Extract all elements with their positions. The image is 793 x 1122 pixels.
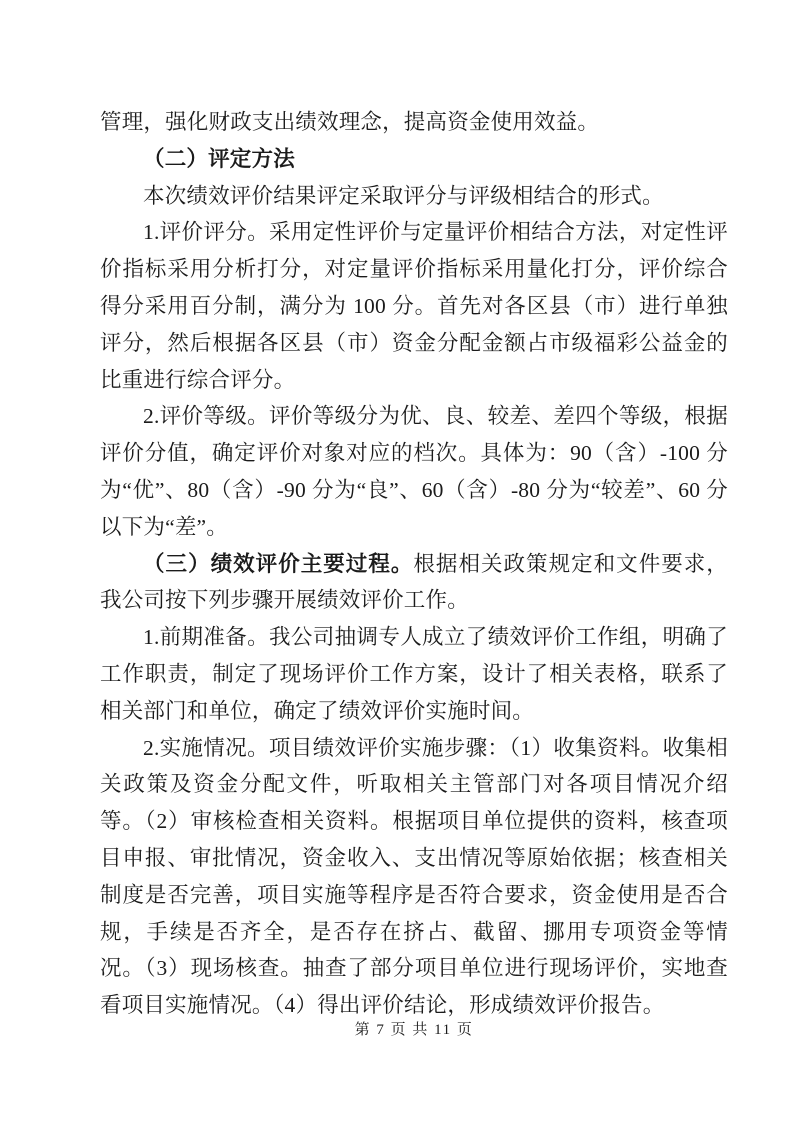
paragraph-scoring-method: 1.评价评分。采用定性评价与定量评价相结合方法，对定性评价指标采用分析打分，对定量评价指标采用量化打分，评价综合得分采用百分制，满分为 100 分。首先对各区县（市）进行单独评分，然后根据各区县（市）资金分配金额占市级福彩公益金的比重进行综合评分。	[100, 220, 728, 392]
document-body	[100, 104, 728, 1024]
paragraph-preparation: 1.前期准备。我公司抽调专人成立了绩效评价工作组，明确了工作职责，制定了现场评价工作方案，设计了相关表格，联系了相关部门和单位，确定了绩效评价实施时间。	[100, 625, 728, 723]
section-heading-two: （二）评定方法	[143, 146, 295, 171]
page-number: 第 7 页 共 11 页	[354, 1022, 474, 1038]
paragraph-rating-grades: 2.评价等级。评价等级分为优、良、较差、差四个等级，根据评价分值，确定评价对象对应的档次。具体为：90（含）-100 分为“优”、80（含）-90 分为“良”、60（含）-80 分为“较差”、60 分以下为“差”。	[100, 404, 728, 539]
paragraph-main-process	[100, 546, 728, 620]
paragraph-continuation: 管理，强化财政支出绩效理念，提高资金使用效益。	[100, 110, 600, 134]
paragraph-evaluation-form: 本次绩效评价结果评定采取评分与评级相结合的形式。	[143, 183, 664, 208]
page-footer	[100, 1021, 728, 1039]
paragraph-implementation: 2.实施情况。项目绩效评价实施步骤：（1）收集资料。收集相关政策及资金分配文件，听取相关主管部门对各项目情况介绍等。（2）审核检查相关资料。根据项目单位提供的资料，核查项目申报、审批情况，资金收入、支出情况等原始依据；核查相关制度是否完善，项目实施等程序是否符合要求，资金使用是否合规，手续是否齐全，是否存在挤占、截留、挪用专项资金等情况。（3）现场核查。抽查了部分项目单位进行现场评价，实地查看项目实施情况。（4）得出评价结论，形成绩效评价报告。	[100, 735, 728, 1018]
paragraph-main-process-text: 根据相关政策规定和文件要求，我公司按下列步骤开展绩效评价工作。	[100, 551, 728, 613]
section-heading-three: （三）绩效评价主要过程。	[143, 551, 414, 576]
